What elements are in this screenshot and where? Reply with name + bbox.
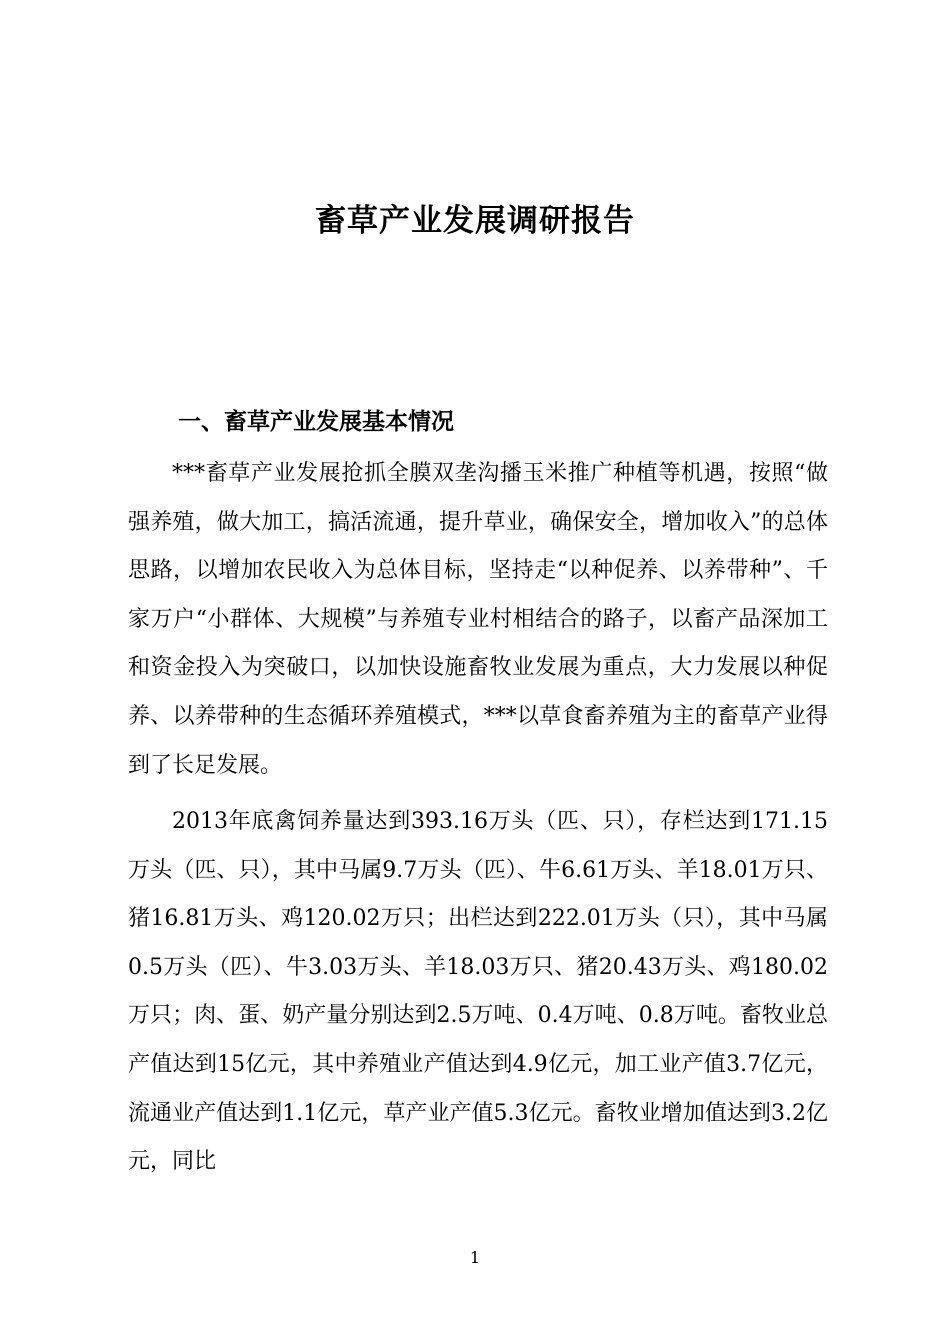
document-title: 畜草产业发展调研报告 [315,203,635,239]
page-number: 1 [469,1248,481,1267]
body-paragraph-2: 2013年底禽饲养量达到393.16万头（匹、只），存栏达到171.15万头（匹、只），其中马属9.7万头（匹）、牛6.61万头、羊18.01万只、猪16.81万头、鸡120.02万只；出栏达到222.01万头（只），其中马属0.5万头（匹）、牛3.03万头、羊18.03万只、猪20.43万头、鸡180.02万只；肉、蛋、奶产量分别达到2.5万吨、0.4万吨、0.8万吨。畜牧业总产值达到15亿元，其中养殖业产值达到4.9亿元，加工业产值3.7亿元，流通业产值达到1.1亿元，草产业产值5.3亿元。畜牧业增加值达到3.2亿元，同比 [128,809,828,1175]
body-paragraph-1: ***畜草产业发展抢抓全膜双垄沟播玉米推广种植等机遇，按照“做强养殖，做大加工，搞活流通，提升草业，确保安全，增加收入”的总体思路，以增加农民收入为总体目标，坚持走“以种促养、以养带种”、千家万户“小群体、大规模”与养殖专业村相结合的路子，以畜产品深加工和资金投入为突破口，以加快设施畜牧业发展为重点，大力发展以种促养、以养带种的生态循环养殖模式，***以草食畜养殖为主的畜草产业得到了长足发展。 [128,461,828,778]
section-heading: 一、畜草产业发展基本情况 [178,409,454,435]
